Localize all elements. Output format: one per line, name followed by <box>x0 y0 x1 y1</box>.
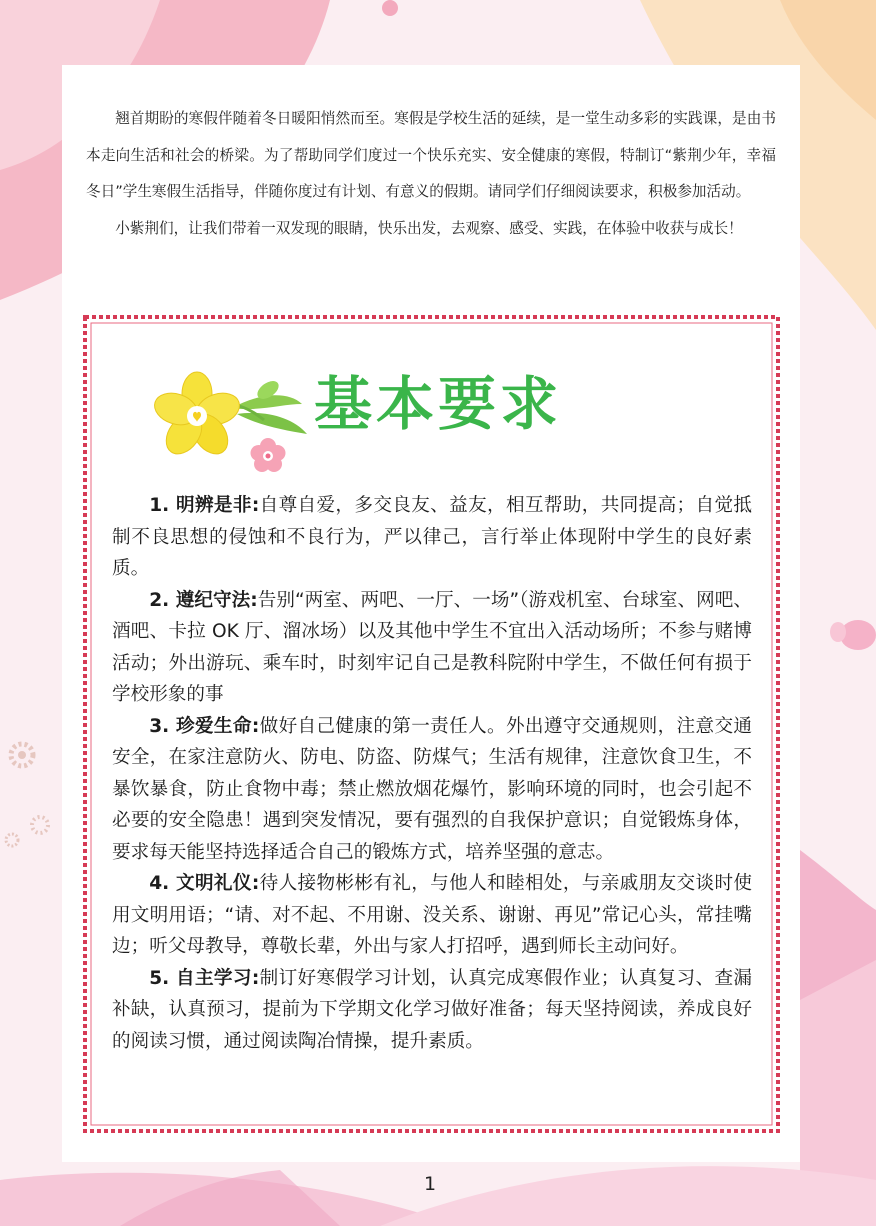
requirement-item <box>112 711 752 869</box>
intro-paragraph: 小紫荆们，让我们带着一双发现的眼睛，快乐出发，去观察、感受、实践，在体验中收获与成长！ <box>115 219 743 237</box>
requirement-title: 2. 遵纪守法: <box>149 589 258 611</box>
requirement-text: 做好自己健康的第一责任人。外出遵守交通规则，注意交通安全，在家注意防火、防电、防盗、防煤气；生活有规律，注意饮食卫生，不暴饮暴食，防止食物中毒；禁止燃放烟花爆竹，影响环境的同时，也会引起不必要的安全隐患！遇到突发情况，要有强烈的自我保护意识；自觉锻炼身体，要求每天能坚持选择适合自己的锻炼方式，培养坚强的意志。 <box>112 715 752 863</box>
intro-text <box>86 101 776 247</box>
requirement-text: 自尊自爱，多交良友、益友，相互帮助，共同提高；自觉抵制不良思想的侵蚀和不良行为，严以律己，言行举止体现附中学生的良好素质。 <box>112 495 752 579</box>
section-heading: 基本要求 <box>314 370 563 438</box>
requirements-list <box>112 490 752 1057</box>
flower-icon <box>152 364 312 484</box>
requirement-item <box>112 963 752 1058</box>
requirements-frame <box>82 314 781 1134</box>
requirement-title: 3. 珍爱生命: <box>149 715 260 737</box>
requirement-text: 待人接物彬彬有礼，与他人和睦相处，与亲戚朋友交谈时使用文明用语；“请、对不起、不用谢、没关系、谢谢、再见”常记心头，常挂嘴边；听父母教导，尊敬长辈，外出与家人打招呼，遇到师长主动问好。 <box>112 873 752 957</box>
intro-paragraph: 翘首期盼的寒假伴随着冬日暖阳悄然而至。寒假是学校生活的延续，是一堂生动多彩的实践课，是由书本走向生活和社会的桥梁。为了帮助同学们度过一个快乐充实、安全健康的寒假，特制订“紫荆少年，幸福冬日”学生寒假生活指导，伴随你度过有计划、有意义的假期。请同学们仔细阅读要求，积极参加活动。 <box>86 110 776 200</box>
requirement-item <box>112 490 752 585</box>
requirement-title: 1. 明辨是非: <box>149 495 260 516</box>
requirement-title: 5. 自主学习: <box>149 967 260 989</box>
requirement-item <box>112 585 752 711</box>
requirement-title: 4. 文明礼仪: <box>149 873 260 894</box>
page-sheet <box>62 65 800 1162</box>
requirement-text: 告别“两室、两吧、一厅、一场”（游戏机室、台球室、网吧、酒吧、卡拉 OK 厅、溜冰场）以及其他中学生不宜出入活动场所；不参与赌博活动；外出游玩、乘车时，时刻牢记自己是教科院附中学生，不做任何有损于学校形象的事 <box>112 589 753 705</box>
requirement-item <box>112 868 752 963</box>
requirement-text: 制订好寒假学习计划，认真完成寒假作业；认真复习、查漏补缺，认真预习，提前为下学期文化学习做好准备；每天坚持阅读，养成良好的阅读习惯，通过阅读陶冶情操，提升素质。 <box>112 967 752 1052</box>
page-number: 1 <box>423 1173 437 1195</box>
